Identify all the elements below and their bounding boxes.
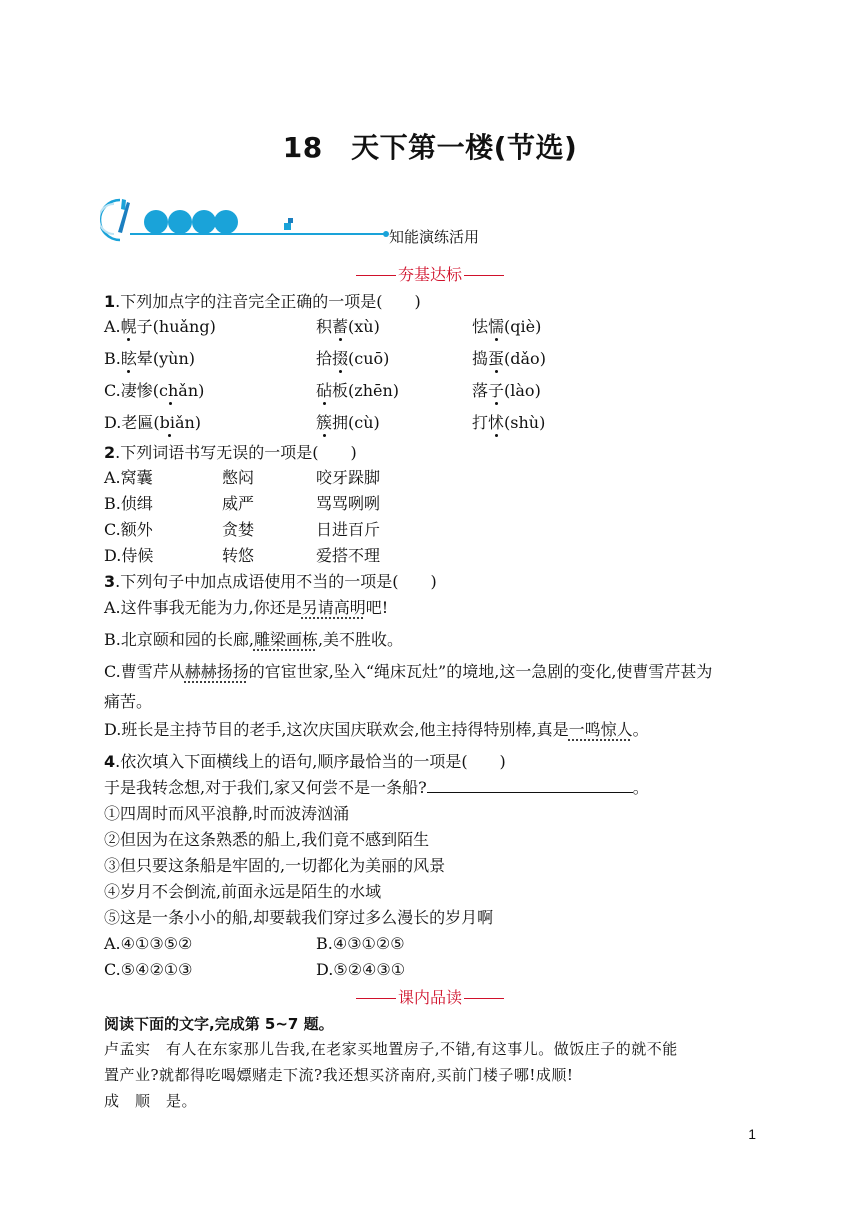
question-2-option-c-b: 贪婪	[222, 520, 255, 539]
dotted-idiom: 赫赫扬扬	[184, 662, 249, 681]
question-2-option-b-c: 骂骂咧咧	[316, 494, 381, 513]
reading-instruction: 阅读下面的文字,完成第 5~7 题。	[104, 1015, 334, 1033]
question-4-option-c: C.⑤④②①③	[104, 960, 193, 979]
question-4-item-5: ⑤这是一条小小的船,却要载我们穿过多么漫长的岁月啊	[104, 908, 494, 927]
question-3-option-c-cont: 痛苦。	[104, 692, 153, 711]
question-1-stem: 1.下列加点字的注音完全正确的一项是( )	[104, 292, 421, 311]
page-number: 1	[748, 1126, 756, 1142]
question-4-option-d: D.⑤②④③①	[316, 960, 406, 979]
question-1-option-b-w2: 拾掇(cuō)	[316, 349, 390, 368]
section-header-basic	[0, 262, 860, 285]
question-1-option-b: B.眩晕(yùn)	[104, 349, 195, 368]
question-2-option-a: A.窝囊	[104, 468, 153, 487]
reading-line-1: 卢孟实 有人在东家那儿告我,在老家买地置房子,不错,有这事儿。做饭庄子的就不能	[104, 1040, 678, 1058]
section-banner	[100, 196, 520, 246]
question-3-stem: 3.下列句子中加点成语使用不当的一项是( )	[104, 572, 437, 591]
question-2-option-a-b: 憋闷	[222, 468, 255, 487]
question-1-option-c-w3: 落子(lào)	[472, 381, 541, 400]
question-2-option-d: D.侍候	[104, 546, 154, 565]
reading-line-3: 成 顺 是。	[104, 1092, 198, 1110]
question-1-option-a-w2: 积蓄(xù)	[316, 317, 380, 336]
question-2-option-b: B.侦缉	[104, 494, 153, 513]
section-title: 夯基达标	[397, 265, 462, 284]
question-4-stem: 4.依次填入下面横线上的语句,顺序最恰当的一项是( )	[104, 752, 506, 771]
question-4-option-b: B.④③①②⑤	[316, 934, 405, 953]
banner-label: 知能演练活用	[389, 228, 480, 246]
question-2-option-d-b: 转悠	[222, 546, 255, 565]
question-1-option-c: C.凄惨(chǎn)	[104, 381, 205, 400]
question-2-stem: 2.下列词语书写无误的一项是( )	[104, 443, 357, 462]
answer-blank[interactable]	[427, 778, 633, 793]
question-1-option-d: D.老匾(biǎn)	[104, 413, 202, 432]
question-1-option-d-w3: 打怵(shù)	[472, 413, 546, 432]
question-4-item-4: ④岁月不会倒流,前面永远是陌生的水域	[104, 882, 382, 901]
dotted-idiom: 另请高明	[301, 598, 366, 617]
question-2-option-c: C.额外	[104, 520, 153, 539]
question-1-option-a-w3: 怯懦(qiè)	[472, 317, 542, 336]
question-1-option-d-w2: 簇拥(cù)	[316, 413, 380, 432]
question-2-option-d-c: 爱搭不理	[316, 546, 381, 565]
question-3-option-a: A.这件事我无能为力,你还是另请高明吧!	[104, 598, 389, 617]
reading-line-2: 置产业?就都得吃喝嫖赌走下流?我还想买济南府,买前门楼子哪!成顺!	[104, 1066, 574, 1084]
question-4-item-2: ②但因为在这条熟悉的船上,我们竟不感到陌生	[104, 830, 430, 849]
question-1-option-a: A.幌子(huǎng)	[104, 317, 216, 336]
question-3-option-d: D.班长是主持节目的老手,这次庆国庆联欢会,他主持得特别棒,真是一鸣惊人。	[104, 720, 649, 739]
page-title: 18 天下第一楼(节选)	[282, 131, 578, 164]
question-1-option-c-w2: 砧板(zhēn)	[316, 381, 400, 400]
dotted-idiom: 一鸣惊人	[568, 720, 633, 739]
question-4-item-1: ①四周时而风平浪静,时而波涛汹涌	[104, 804, 350, 823]
question-3-option-b: B.北京颐和园的长廊,雕梁画栋,美不胜收。	[104, 630, 404, 649]
question-2-option-c-c: 日进百斤	[316, 520, 381, 539]
question-3-option-c: C.曹雪芹从赫赫扬扬的官宦世家,坠入“绳床瓦灶”的境地,这一急剧的变化,使曹雪芹甚为	[104, 662, 713, 681]
question-4-option-a: A.④①③⑤②	[104, 934, 193, 953]
dotted-idiom: 雕梁画栋	[253, 630, 318, 649]
question-4-item-3: ③但只要这条船是牢固的,一切都化为美丽的风景	[104, 856, 446, 875]
question-4-lead: 于是我转念想,对于我们,家又何尝不是一条船? 。	[104, 778, 649, 797]
section-title: 课内品读	[397, 988, 462, 1007]
question-2-option-a-c: 咬牙跺脚	[316, 468, 381, 487]
section-header-reading	[0, 985, 860, 1008]
question-1-option-b-w3: 捣蛋(dǎo)	[472, 349, 546, 368]
question-2-option-b-b: 威严	[222, 494, 255, 513]
